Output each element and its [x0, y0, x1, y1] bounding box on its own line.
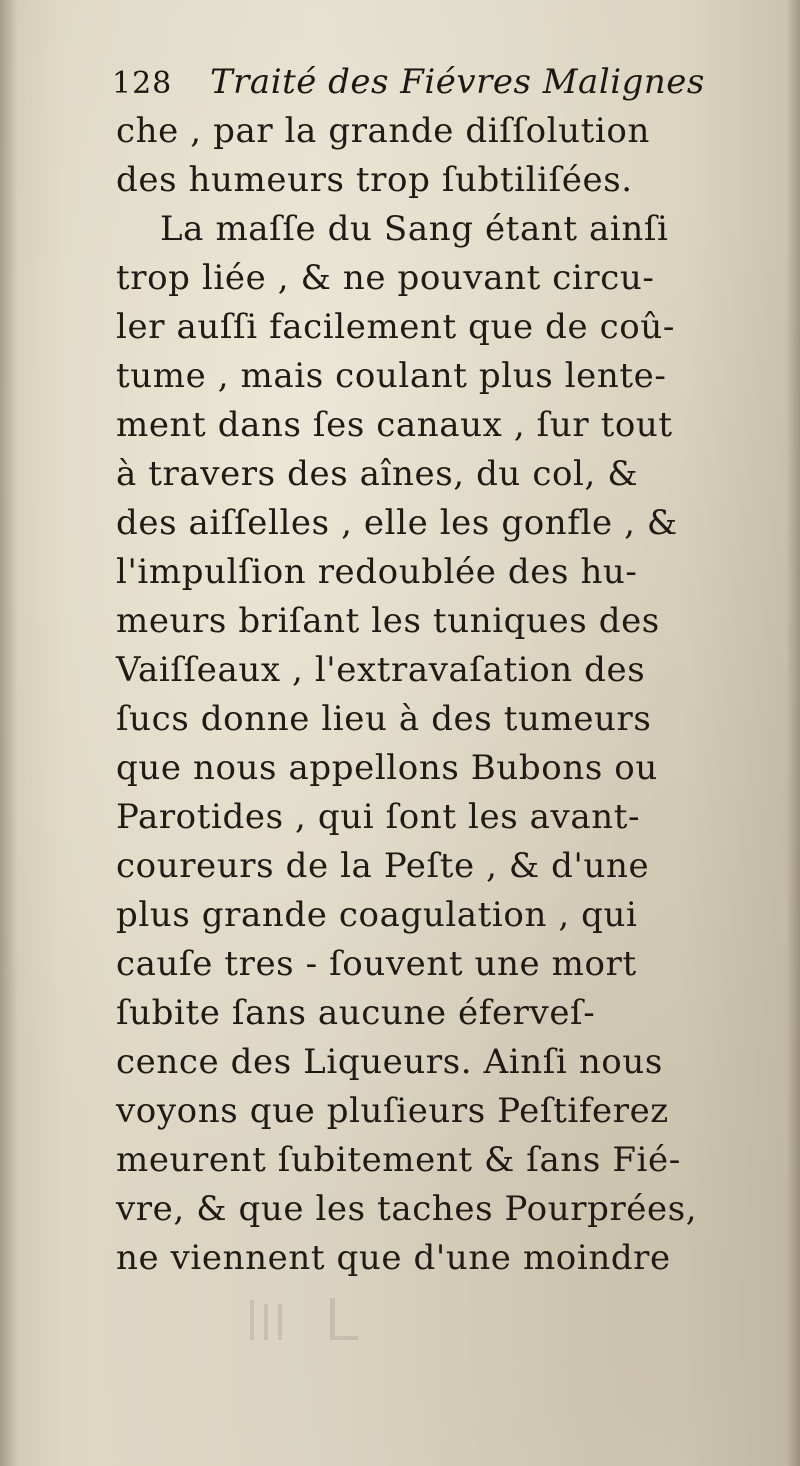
text-line: La maſſe du Sang étant ainſi [160, 209, 669, 249]
page-number: 128 [112, 66, 173, 101]
text-line: des humeurs trop ſubtiliſées. [116, 160, 633, 200]
body-text [116, 104, 756, 1278]
page-edge-shadow [786, 0, 800, 1466]
text-line: coureurs de la Peſte , & d'une [116, 846, 650, 886]
text-line: tume , mais coulant plus lente- [116, 356, 667, 396]
text-line: cauſe tres - ſouvent une mort [116, 944, 637, 984]
text-line: plus grande coagulation , qui [116, 895, 638, 935]
text-line: trop liée , & ne pouvant circu- [116, 258, 655, 298]
text-line: cence des Liqueurs. Ainſi nous [116, 1042, 663, 1082]
text-line: ſubite ſans aucune éferveſ- [116, 993, 596, 1033]
page-header [112, 58, 752, 108]
text-line: ler auſſi facilement que de coû- [116, 307, 675, 347]
text-line: que nous appellons Bubons ou [116, 748, 658, 788]
text-line: vre, & que les taches Pourprées, [116, 1189, 698, 1229]
text-line: meurs briſant les tuniques des [116, 601, 660, 641]
text-line: che , par la grande diſſolution [116, 111, 650, 151]
text-line: ſucs donne lieu à des tumeurs [116, 699, 652, 739]
text-line: à travers des aînes, du col, & [116, 454, 639, 494]
page-gutter-shadow [0, 0, 18, 1466]
text-line: Vaiſſeaux , l'extravaſation des [116, 650, 646, 690]
bleed-through-mark [240, 1290, 380, 1350]
text-line: l'impulſion redoublée des hu- [116, 552, 638, 592]
text-line: des aiſſelles , elle les gonfle , & [116, 503, 678, 543]
text-line: ne viennent que d'une moindre [116, 1238, 671, 1278]
text-line: voyons que pluſieurs Peſtiferez [116, 1091, 669, 1131]
text-line: ment dans ſes canaux , ſur tout [116, 405, 673, 445]
running-title: Traité des Fiévres Malignes [210, 62, 705, 102]
text-line: Parotides , qui ſont les avant- [116, 797, 641, 837]
text-line: meurent ſubitement & ſans Fié- [116, 1140, 681, 1180]
